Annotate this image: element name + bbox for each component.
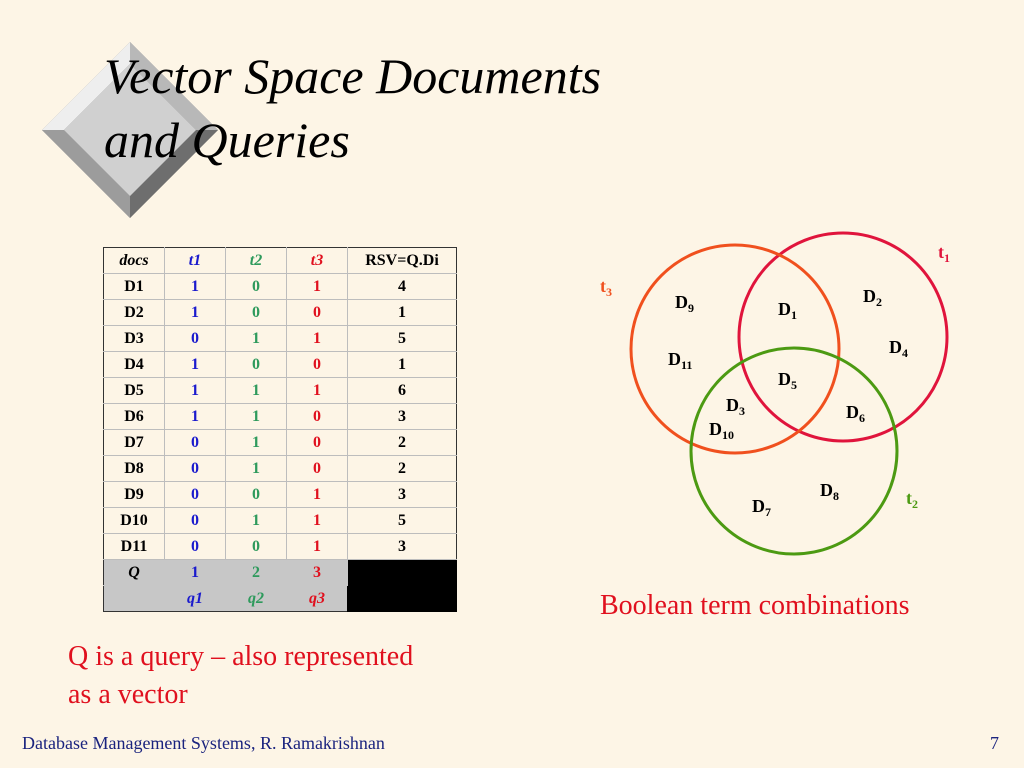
cell-t1: 1 xyxy=(165,352,226,378)
venn-caption: Boolean term combinations xyxy=(600,590,910,621)
page-number: 7 xyxy=(990,733,999,753)
cell-t3: 1 xyxy=(287,274,348,300)
venn-doc-d2: $D_2$ xyxy=(863,286,882,309)
cell-doc: D3 xyxy=(104,326,165,352)
query-name-q3: q3 xyxy=(287,586,348,612)
table-row xyxy=(104,430,457,456)
cell-t2: 0 xyxy=(226,352,287,378)
table-row xyxy=(104,508,457,534)
cell-t1: 0 xyxy=(165,456,226,482)
cell-t3: 1 xyxy=(287,534,348,560)
query-names-blank xyxy=(104,586,165,612)
cell-t2: 1 xyxy=(226,456,287,482)
venn-doc-d7: $D_7$ xyxy=(752,496,771,519)
venn-label-t3: $t_3$ xyxy=(600,276,612,299)
cell-t3: 0 xyxy=(287,430,348,456)
title-line-1: Vector Space Documents xyxy=(104,48,602,104)
cell-rsv: 1 xyxy=(348,352,457,378)
table-row xyxy=(104,534,457,560)
cell-rsv: 2 xyxy=(348,456,457,482)
table-body xyxy=(104,274,457,560)
query-label: Q xyxy=(104,560,165,586)
query-value-t3: 3 xyxy=(287,560,348,586)
cell-doc: D8 xyxy=(104,456,165,482)
table-row xyxy=(104,456,457,482)
cell-t3: 1 xyxy=(287,482,348,508)
venn-doc-d10: $D_{10}$ xyxy=(709,419,734,442)
cell-doc: D5 xyxy=(104,378,165,404)
venn-doc-d11: $D_{11}$ xyxy=(668,349,693,372)
cell-rsv: 3 xyxy=(348,482,457,508)
query-note xyxy=(68,638,528,714)
header-rsv: RSV=Q.Di xyxy=(348,248,457,274)
cell-t3: 0 xyxy=(287,404,348,430)
cell-t2: 0 xyxy=(226,300,287,326)
table-row xyxy=(104,300,457,326)
cell-t2: 1 xyxy=(226,508,287,534)
cell-rsv: 5 xyxy=(348,326,457,352)
header-t2: t2 xyxy=(226,248,287,274)
venn-doc-d5: $D_5$ xyxy=(778,369,797,392)
cell-t2: 1 xyxy=(226,404,287,430)
cell-t3: 0 xyxy=(287,352,348,378)
cell-rsv: 2 xyxy=(348,430,457,456)
cell-rsv: 3 xyxy=(348,404,457,430)
venn-circles xyxy=(560,220,990,580)
footer-citation: Database Management Systems, R. Ramakrishnan xyxy=(22,733,385,753)
venn-diagram xyxy=(560,220,990,580)
cell-t2: 1 xyxy=(226,430,287,456)
table-row xyxy=(104,326,457,352)
cell-t1: 0 xyxy=(165,534,226,560)
cell-t3: 1 xyxy=(287,326,348,352)
query-note-line-1: Q is a query – also represented xyxy=(68,641,414,672)
table-row xyxy=(104,482,457,508)
cell-t1: 0 xyxy=(165,430,226,456)
venn-doc-d4: $D_4$ xyxy=(889,337,908,360)
cell-doc: D6 xyxy=(104,404,165,430)
header-t1: t1 xyxy=(165,248,226,274)
cell-doc: D9 xyxy=(104,482,165,508)
cell-t1: 1 xyxy=(165,404,226,430)
cell-t2: 1 xyxy=(226,378,287,404)
cell-t1: 1 xyxy=(165,274,226,300)
cell-rsv: 5 xyxy=(348,508,457,534)
title-line-2: and Queries xyxy=(104,112,350,168)
cell-t1: 0 xyxy=(165,326,226,352)
cell-t3: 1 xyxy=(287,378,348,404)
venn-doc-d9: $D_9$ xyxy=(675,292,694,315)
venn-doc-d8: $D_8$ xyxy=(820,480,839,503)
cell-rsv: 6 xyxy=(348,378,457,404)
cell-t2: 0 xyxy=(226,534,287,560)
venn-circle-t1 xyxy=(739,233,947,441)
cell-t2: 0 xyxy=(226,274,287,300)
cell-t1: 1 xyxy=(165,300,226,326)
query-value-t1: 1 xyxy=(165,560,226,586)
slide-title xyxy=(104,44,804,172)
table-row xyxy=(104,274,457,300)
cell-doc: D11 xyxy=(104,534,165,560)
query-name-q1: q1 xyxy=(165,586,226,612)
header-t3: t3 xyxy=(287,248,348,274)
venn-doc-d6: $D_6$ xyxy=(846,402,865,425)
table-row xyxy=(104,352,457,378)
table-row xyxy=(104,404,457,430)
cell-rsv: 1 xyxy=(348,300,457,326)
cell-doc: D1 xyxy=(104,274,165,300)
cell-t2: 0 xyxy=(226,482,287,508)
cell-t1: 0 xyxy=(165,482,226,508)
cell-doc: D4 xyxy=(104,352,165,378)
cell-t1: 1 xyxy=(165,378,226,404)
query-value-t2: 2 xyxy=(226,560,287,586)
query-note-line-2: as a vector xyxy=(68,679,188,710)
header-docs: docs xyxy=(104,248,165,274)
cell-t1: 0 xyxy=(165,508,226,534)
query-row xyxy=(104,560,457,586)
venn-label-t1: $t_1$ xyxy=(938,242,950,265)
cell-doc: D7 xyxy=(104,430,165,456)
cell-rsv: 3 xyxy=(348,534,457,560)
cell-doc: D10 xyxy=(104,508,165,534)
query-name-q2: q2 xyxy=(226,586,287,612)
cell-t3: 0 xyxy=(287,456,348,482)
cell-t3: 0 xyxy=(287,300,348,326)
cell-doc: D2 xyxy=(104,300,165,326)
table-header-row xyxy=(104,248,457,274)
query-rsv-blank xyxy=(348,560,457,612)
venn-label-t2: $t_2$ xyxy=(906,488,918,511)
venn-doc-d1: $D_1$ xyxy=(778,299,797,322)
table-row xyxy=(104,378,457,404)
cell-rsv: 4 xyxy=(348,274,457,300)
cell-t3: 1 xyxy=(287,508,348,534)
venn-doc-d3: $D_3$ xyxy=(726,395,745,418)
cell-t2: 1 xyxy=(226,326,287,352)
document-term-table xyxy=(103,247,457,612)
